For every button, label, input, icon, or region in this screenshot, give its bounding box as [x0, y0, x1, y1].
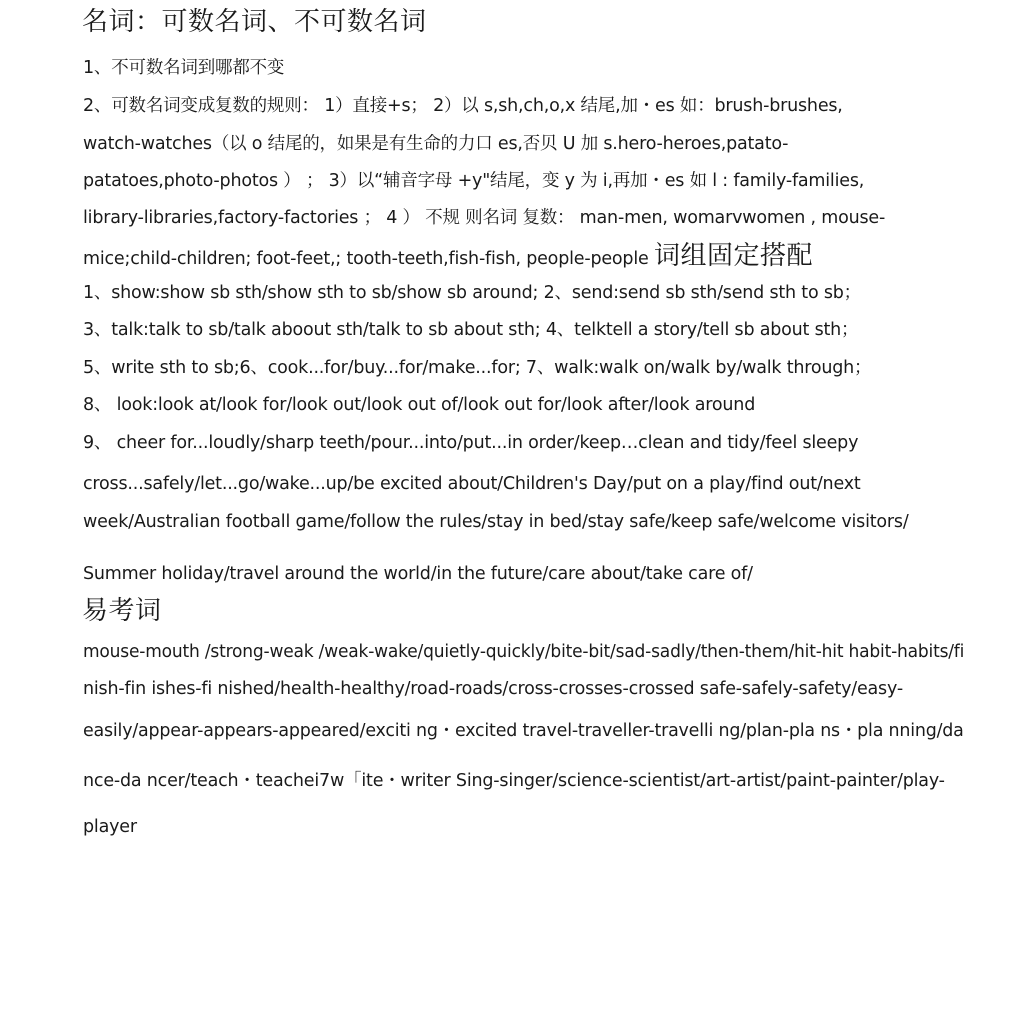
phrase-line: 3、talk:talk to sb/talk aboout sth/talk to sb about sth; 4、telktell a story/tell sb about sth； — [83, 320, 859, 340]
phrase-line: Summer holiday/travel around the world/in the future/care about/take care of/ — [83, 564, 753, 584]
text-line: 1、不可数名词到哪都不变 — [83, 58, 285, 78]
text-line: library-libraries,factory-factories ； 4 ） 不规 则名词 复数： man-men, womarvwomen , mouse- — [83, 208, 886, 228]
easy-word-line: nish-fin ishes-fi nished/health-healthy/road-roads/cross-crosses-crossed safe-safely-safety/easy- — [83, 679, 903, 699]
phrase-line: 1、show:show sb sth/show sth to sb/show sb around; 2、send:send sb sth/send sth to sb； — [83, 283, 861, 303]
easy-word-line: player — [83, 817, 137, 837]
text-line: 2、可数名词变成复数的规则： 1）直接+s； 2）以 s,sh,ch,o,x 结尾,加・es 如：brush-brushes, — [83, 96, 843, 116]
section-title-easy-words: 易考词 — [82, 596, 162, 626]
text-line-with-heading — [83, 240, 813, 275]
text-line: watch-watches（以 o 结尾的，如果是有生命的力口 es,否贝 U 加 s.hero-heroes,patato- — [83, 134, 789, 154]
section-title-phrases: 词组固定搭配 — [653, 241, 813, 271]
easy-word-line: nce-da ncer/teach・teachei7w「ite・writer Sing-singer/science-scientist/art-artist/paint-painter/play- — [83, 771, 945, 791]
phrase-line: 5、write sth to sb;6、cook...for/buy...for/make...for; 7、walk:walk on/walk by/walk through； — [83, 358, 872, 378]
text-line: patatoes,photo-photos ） ； 3）以“辅音字母 +y"结尾，变 y 为 i,再加・es 如 l : family-families, — [83, 171, 865, 191]
text-segment: mice;child-children; foot-feet,; tooth-teeth,fish-fish, people-people — [83, 249, 654, 269]
easy-word-line: mouse-mouth /strong-weak /weak-wake/quietly-quickly/bite-bit/sad-sadly/then-them/hit-hit habit-habits/fi — [83, 642, 965, 662]
phrase-line: week/Australian football game/follow the rules/stay in bed/stay safe/keep safe/welcome visitors/ — [83, 512, 909, 532]
phrase-line: 9、 cheer for...loudly/sharp teeth/pour...into/put...in order/keep…clean and tidy/feel sleepy — [83, 433, 859, 453]
easy-word-line: easily/appear-appears-appeared/exciti ng・excited travel-traveller-travelli ng/plan-pla ns・pla nning/da — [83, 721, 964, 741]
section-title-nouns: 名词：可数名词、不可数名词 — [82, 7, 427, 37]
phrase-line: 8、 look:look at/look for/look out/look out of/look out for/look after/look around — [83, 395, 756, 415]
phrase-line: cross...safely/let...go/wake...up/be excited about/Children's Day/put on a play/find out/next — [83, 474, 861, 494]
